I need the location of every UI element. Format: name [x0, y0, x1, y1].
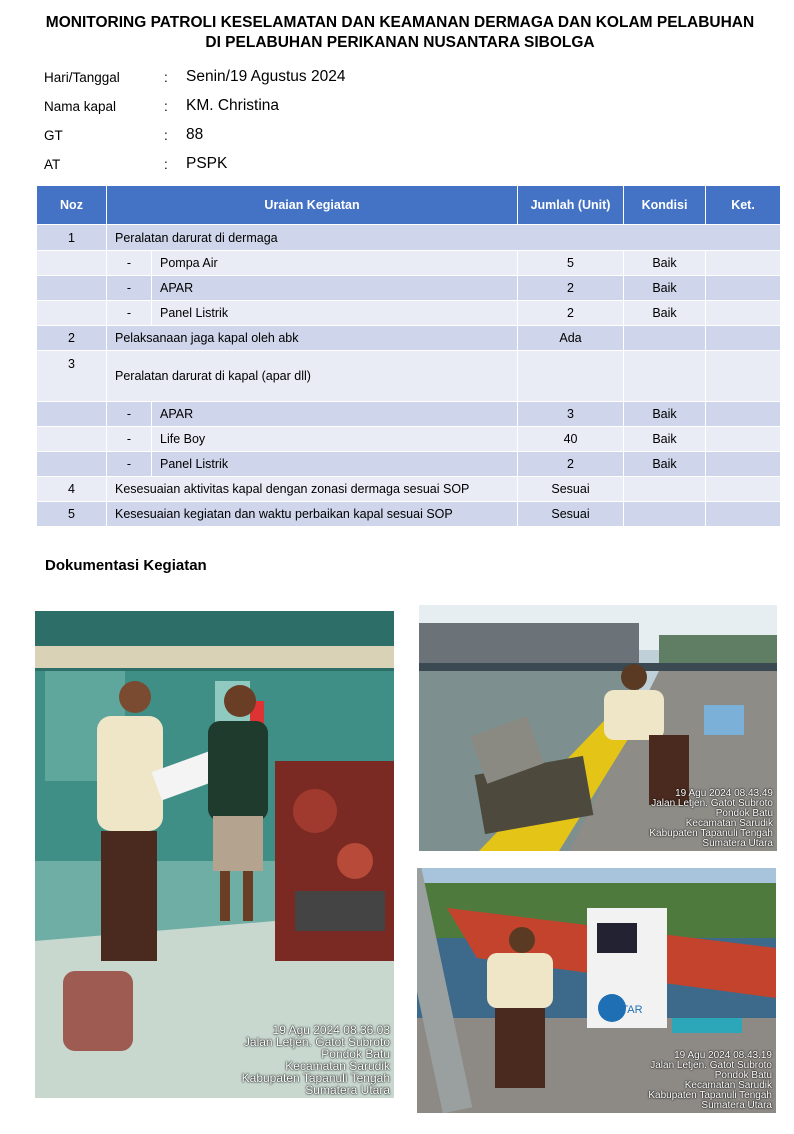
- info-value: PSPK: [186, 155, 228, 172]
- stamp-line: Kecamatan Sarudik: [684, 1080, 772, 1091]
- section-title: Dokumentasi Kegiatan: [45, 557, 207, 574]
- stamp-line: Jalan Letjen. Gatot Subroto: [650, 1060, 772, 1071]
- header-no: Noz: [37, 186, 107, 225]
- row-kondisi: Baik: [624, 251, 706, 276]
- photo-stamp: [648, 1051, 772, 1111]
- row-ket: [706, 452, 781, 477]
- row-dash: -: [107, 276, 152, 301]
- row-no: 5: [37, 502, 107, 527]
- stamp-line: Sumatera Utara: [701, 1100, 772, 1111]
- table-row: [37, 251, 781, 276]
- photo-stamp: [242, 1024, 390, 1096]
- table-row: [37, 502, 781, 527]
- row-jumlah: 2: [518, 276, 624, 301]
- row-ket: [706, 351, 781, 402]
- row-dash: -: [107, 452, 152, 477]
- row-kondisi: [624, 326, 706, 351]
- row-jumlah: [518, 351, 624, 402]
- row-jumlah: 40: [518, 427, 624, 452]
- stamp-line: 19 Agu 2024 08.36.03: [272, 1023, 390, 1037]
- stamp-line: Kabupaten Tapanuli Tengah: [648, 1090, 772, 1101]
- photo-stamp: [649, 789, 773, 849]
- stamp-line: Kabupaten Tapanuli Tengah: [649, 828, 773, 839]
- row-dash: -: [107, 301, 152, 326]
- row-item: APAR: [152, 402, 518, 427]
- row-uraian: Peralatan darurat di dermaga: [107, 225, 781, 251]
- row-dash: -: [107, 251, 152, 276]
- row-item: APAR: [152, 276, 518, 301]
- table-row: [37, 276, 781, 301]
- table-row: [37, 477, 781, 502]
- row-jumlah: 3: [518, 402, 624, 427]
- stamp-line: Sumatera Utara: [305, 1083, 390, 1097]
- stamp-line: 19 Agu 2024 08.43.49: [675, 788, 773, 799]
- stamp-line: Kecamatan Sarudik: [285, 1059, 390, 1073]
- info-value: Senin/19 Agustus 2024: [186, 68, 346, 85]
- row-uraian: Pelaksanaan jaga kapal oleh abk: [107, 326, 518, 351]
- stamp-line: Pondok Batu: [321, 1047, 390, 1061]
- header-jumlah: Jumlah (Unit): [518, 186, 624, 225]
- header-ket: Ket.: [706, 186, 781, 225]
- inspection-table: [36, 185, 781, 527]
- row-ket: [706, 427, 781, 452]
- dispenser-sign: STAR: [614, 1004, 643, 1016]
- info-label: Hari/Tanggal: [44, 70, 120, 85]
- info-colon: :: [164, 99, 168, 114]
- info-value: 88: [186, 126, 204, 143]
- row-no: 4: [37, 477, 107, 502]
- row-kondisi: Baik: [624, 276, 706, 301]
- title-line-2: DI PELABUHAN PERIKANAN NUSANTARA SIBOLGA: [205, 34, 595, 51]
- table-row: [37, 326, 781, 351]
- info-colon: :: [164, 128, 168, 143]
- header-uraian: Uraian Kegiatan: [107, 186, 518, 225]
- stamp-line: Kecamatan Sarudik: [685, 818, 773, 829]
- row-uraian: Peralatan darurat di kapal (apar dll): [107, 351, 518, 402]
- row-ket: [706, 276, 781, 301]
- row-no: 3: [37, 351, 107, 402]
- info-colon: :: [164, 70, 168, 85]
- row-jumlah: 2: [518, 452, 624, 477]
- table-row: [37, 427, 781, 452]
- title-line-1: MONITORING PATROLI KESELAMATAN DAN KEAMANAN DERMAGA DAN KOLAM PELABUHAN: [45, 14, 755, 31]
- stamp-line: Sumatera Utara: [702, 838, 773, 849]
- row-item: Panel Listrik: [152, 452, 518, 477]
- info-label: AT: [44, 157, 61, 172]
- row-uraian: Kesesuaian aktivitas kapal dengan zonasi dermaga sesuai SOP: [107, 477, 518, 502]
- row-dash: -: [107, 427, 152, 452]
- info-label: Nama kapal: [44, 99, 117, 114]
- row-item: Pompa Air: [152, 251, 518, 276]
- row-ket: [706, 402, 781, 427]
- table-row: [37, 402, 781, 427]
- row-uraian: Kesesuaian kegiatan dan waktu perbaikan kapal sesuai SOP: [107, 502, 518, 527]
- row-jumlah: 5: [518, 251, 624, 276]
- row-jumlah: Sesuai: [518, 477, 624, 502]
- stamp-line: 19 Agu 2024 08.43.19: [674, 1050, 772, 1061]
- row-ket: [706, 301, 781, 326]
- photo-dock-pump: [419, 605, 777, 851]
- row-ket: [706, 251, 781, 276]
- row-kondisi: Baik: [624, 427, 706, 452]
- row-dash: -: [107, 402, 152, 427]
- stamp-line: Pondok Batu: [715, 808, 773, 819]
- row-ket: [706, 477, 781, 502]
- row-kondisi: [624, 351, 706, 402]
- info-label: GT: [44, 128, 63, 143]
- row-kondisi: Baik: [624, 452, 706, 477]
- row-kondisi: [624, 477, 706, 502]
- row-jumlah: Ada: [518, 326, 624, 351]
- stamp-line: Kabupaten Tapanuli Tengah: [241, 1071, 390, 1085]
- row-kondisi: [624, 502, 706, 527]
- stamp-line: Jalan Letjen. Gatot Subroto: [243, 1035, 390, 1049]
- table-row: [37, 452, 781, 477]
- table-row: [37, 351, 781, 402]
- stamp-line: Pondok Batu: [714, 1070, 772, 1081]
- row-ket: [706, 502, 781, 527]
- table-row: [37, 301, 781, 326]
- row-no: 1: [37, 225, 107, 251]
- photo-engine-room: [35, 611, 394, 1098]
- info-colon: :: [164, 157, 168, 172]
- row-jumlah: 2: [518, 301, 624, 326]
- row-kondisi: Baik: [624, 301, 706, 326]
- table-header-row: [37, 186, 781, 225]
- row-ket: [706, 326, 781, 351]
- row-item: Panel Listrik: [152, 301, 518, 326]
- row-item: Life Boy: [152, 427, 518, 452]
- photo-fuel-dispenser: [417, 868, 776, 1113]
- stamp-line: Jalan Letjen. Gatot Subroto: [651, 798, 773, 809]
- row-no: 2: [37, 326, 107, 351]
- row-kondisi: Baik: [624, 402, 706, 427]
- info-value: KM. Christina: [186, 97, 280, 114]
- header-kondisi: Kondisi: [624, 186, 706, 225]
- row-jumlah: Sesuai: [518, 502, 624, 527]
- document-title: [20, 13, 780, 53]
- table-row: [37, 225, 781, 251]
